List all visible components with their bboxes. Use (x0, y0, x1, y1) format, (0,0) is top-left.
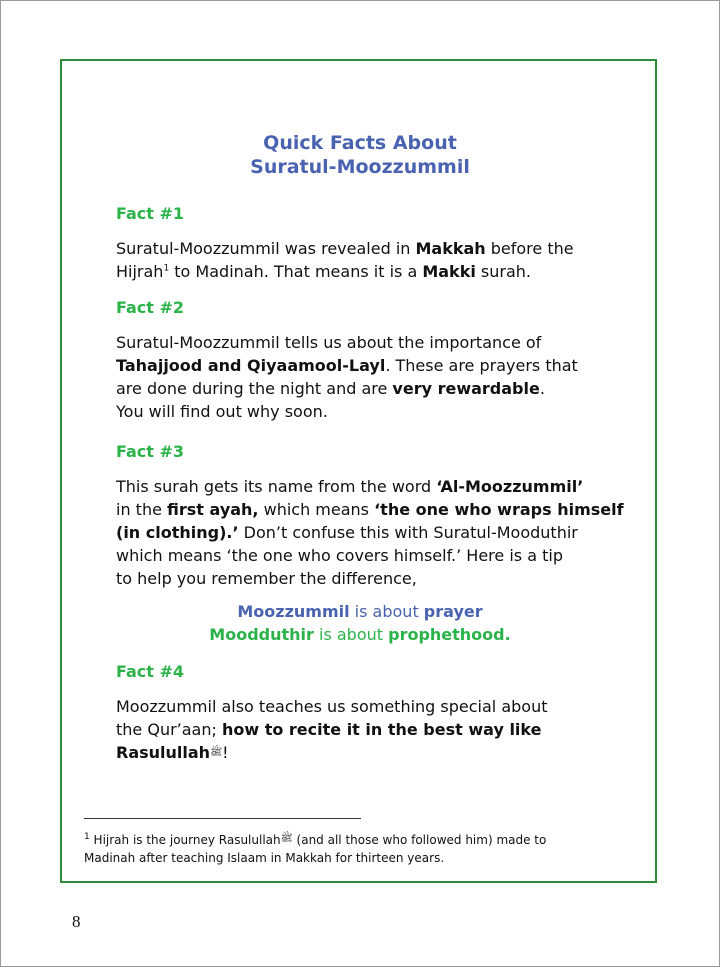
fact-2-line-2 (116, 354, 616, 377)
tip-keyword: Moozzummil (237, 602, 350, 621)
fact-2-line-1 (116, 331, 616, 354)
fact-3-line-4 (116, 544, 616, 567)
bold-span: Rasulullah (116, 743, 211, 762)
text-span: This surah gets its name from the word (116, 477, 437, 496)
tip-line-1 (0, 600, 720, 623)
text-span: which means (258, 500, 375, 519)
tip-keyword: prayer (423, 602, 483, 621)
text-span: to help you remember the difference, (116, 569, 417, 588)
tip-text: is about (349, 602, 424, 621)
text-span: before the (485, 239, 574, 258)
honorific-glyph: ﷺ (280, 833, 293, 844)
text-span: Moozzummil also teaches us something special about (116, 697, 548, 716)
text-span: to Madinah. That means it is a (169, 262, 423, 281)
bold-span: how to recite it in the best way like (221, 720, 542, 739)
text-span: are done during the night and are (116, 379, 393, 398)
tip-keyword: Moodduthir (209, 625, 314, 644)
text-span: in the (116, 500, 168, 519)
page-title (0, 131, 720, 179)
text-span: Don’t confuse this with Suratul-Mooduthir (238, 523, 578, 542)
fact-4-line-3 (116, 741, 616, 764)
fact-4-heading: Fact #4 (116, 662, 185, 681)
bold-span: very rewardable (392, 379, 540, 398)
fact-2-text (116, 331, 616, 423)
footnote-line-2: Madinah after teaching Islaam in Makkah for thirteen years. (84, 851, 445, 865)
text-span: Suratul-Moozzummil was revealed in (116, 239, 416, 258)
fact-2-heading: Fact #2 (116, 298, 185, 317)
fact-1-text (116, 237, 616, 283)
fact-1-heading: Fact #1 (116, 204, 185, 223)
text-span: ! (222, 743, 229, 762)
footnote-divider (84, 818, 361, 819)
page-number: 8 (72, 912, 81, 931)
fact-3-text (116, 475, 624, 590)
title-line-1: Quick Facts About (263, 132, 457, 154)
text-span: surah. (475, 262, 531, 281)
fact-4-line-1 (116, 695, 616, 718)
bold-span: ‘the one who wraps himself (374, 500, 624, 519)
fact-3-line-2 (116, 498, 624, 521)
tip-keyword: prophethood. (388, 625, 511, 644)
text-span: (and all those who followed him) made to (292, 833, 547, 847)
footnote-ref: 1 (163, 263, 170, 274)
text-span: Suratul-Moozzummil tells us about the importance of (116, 333, 542, 352)
bold-span: (in clothing).’ (116, 523, 239, 542)
footnote-line-1 (84, 830, 644, 849)
bold-span: Makkah (415, 239, 486, 258)
fact-3-heading: Fact #3 (116, 442, 185, 461)
tip-line-2 (0, 623, 720, 646)
bold-span: ‘Al-Moozzummil’ (436, 477, 584, 496)
fact-2-line-3 (116, 377, 616, 400)
text-span: You will find out why soon. (116, 402, 328, 421)
honorific-glyph: ﷺ (210, 747, 223, 758)
text-span: Hijrah is the journey Rasulullah (89, 833, 281, 847)
text-span: Hijrah (116, 262, 164, 281)
text-span: . (539, 379, 545, 398)
bold-span: Makki (422, 262, 476, 281)
fact-1-line-2 (116, 260, 616, 283)
fact-3-line-5 (116, 567, 616, 590)
tip-text: is about (313, 625, 389, 644)
fact-4-line-2 (116, 718, 616, 741)
bold-span: Tahajjood and Qiyaamool-Layl (116, 356, 386, 375)
text-span: the Qur’aan; (116, 720, 222, 739)
text-span: which means ‘the one who covers himself.’ Here is a tip (116, 546, 563, 565)
text-span: . These are prayers that (385, 356, 578, 375)
footnote-marker: 1 (84, 832, 90, 842)
fact-4-text (116, 695, 616, 764)
fact-2-line-4 (116, 400, 616, 423)
bold-span: first ayah, (167, 500, 259, 519)
footnote (84, 830, 644, 867)
title-line-2: Suratul-Moozzummil (250, 156, 470, 178)
fact-1-line-1 (116, 237, 616, 260)
fact-3-line-3 (116, 521, 616, 544)
fact-3-line-1 (116, 475, 616, 498)
